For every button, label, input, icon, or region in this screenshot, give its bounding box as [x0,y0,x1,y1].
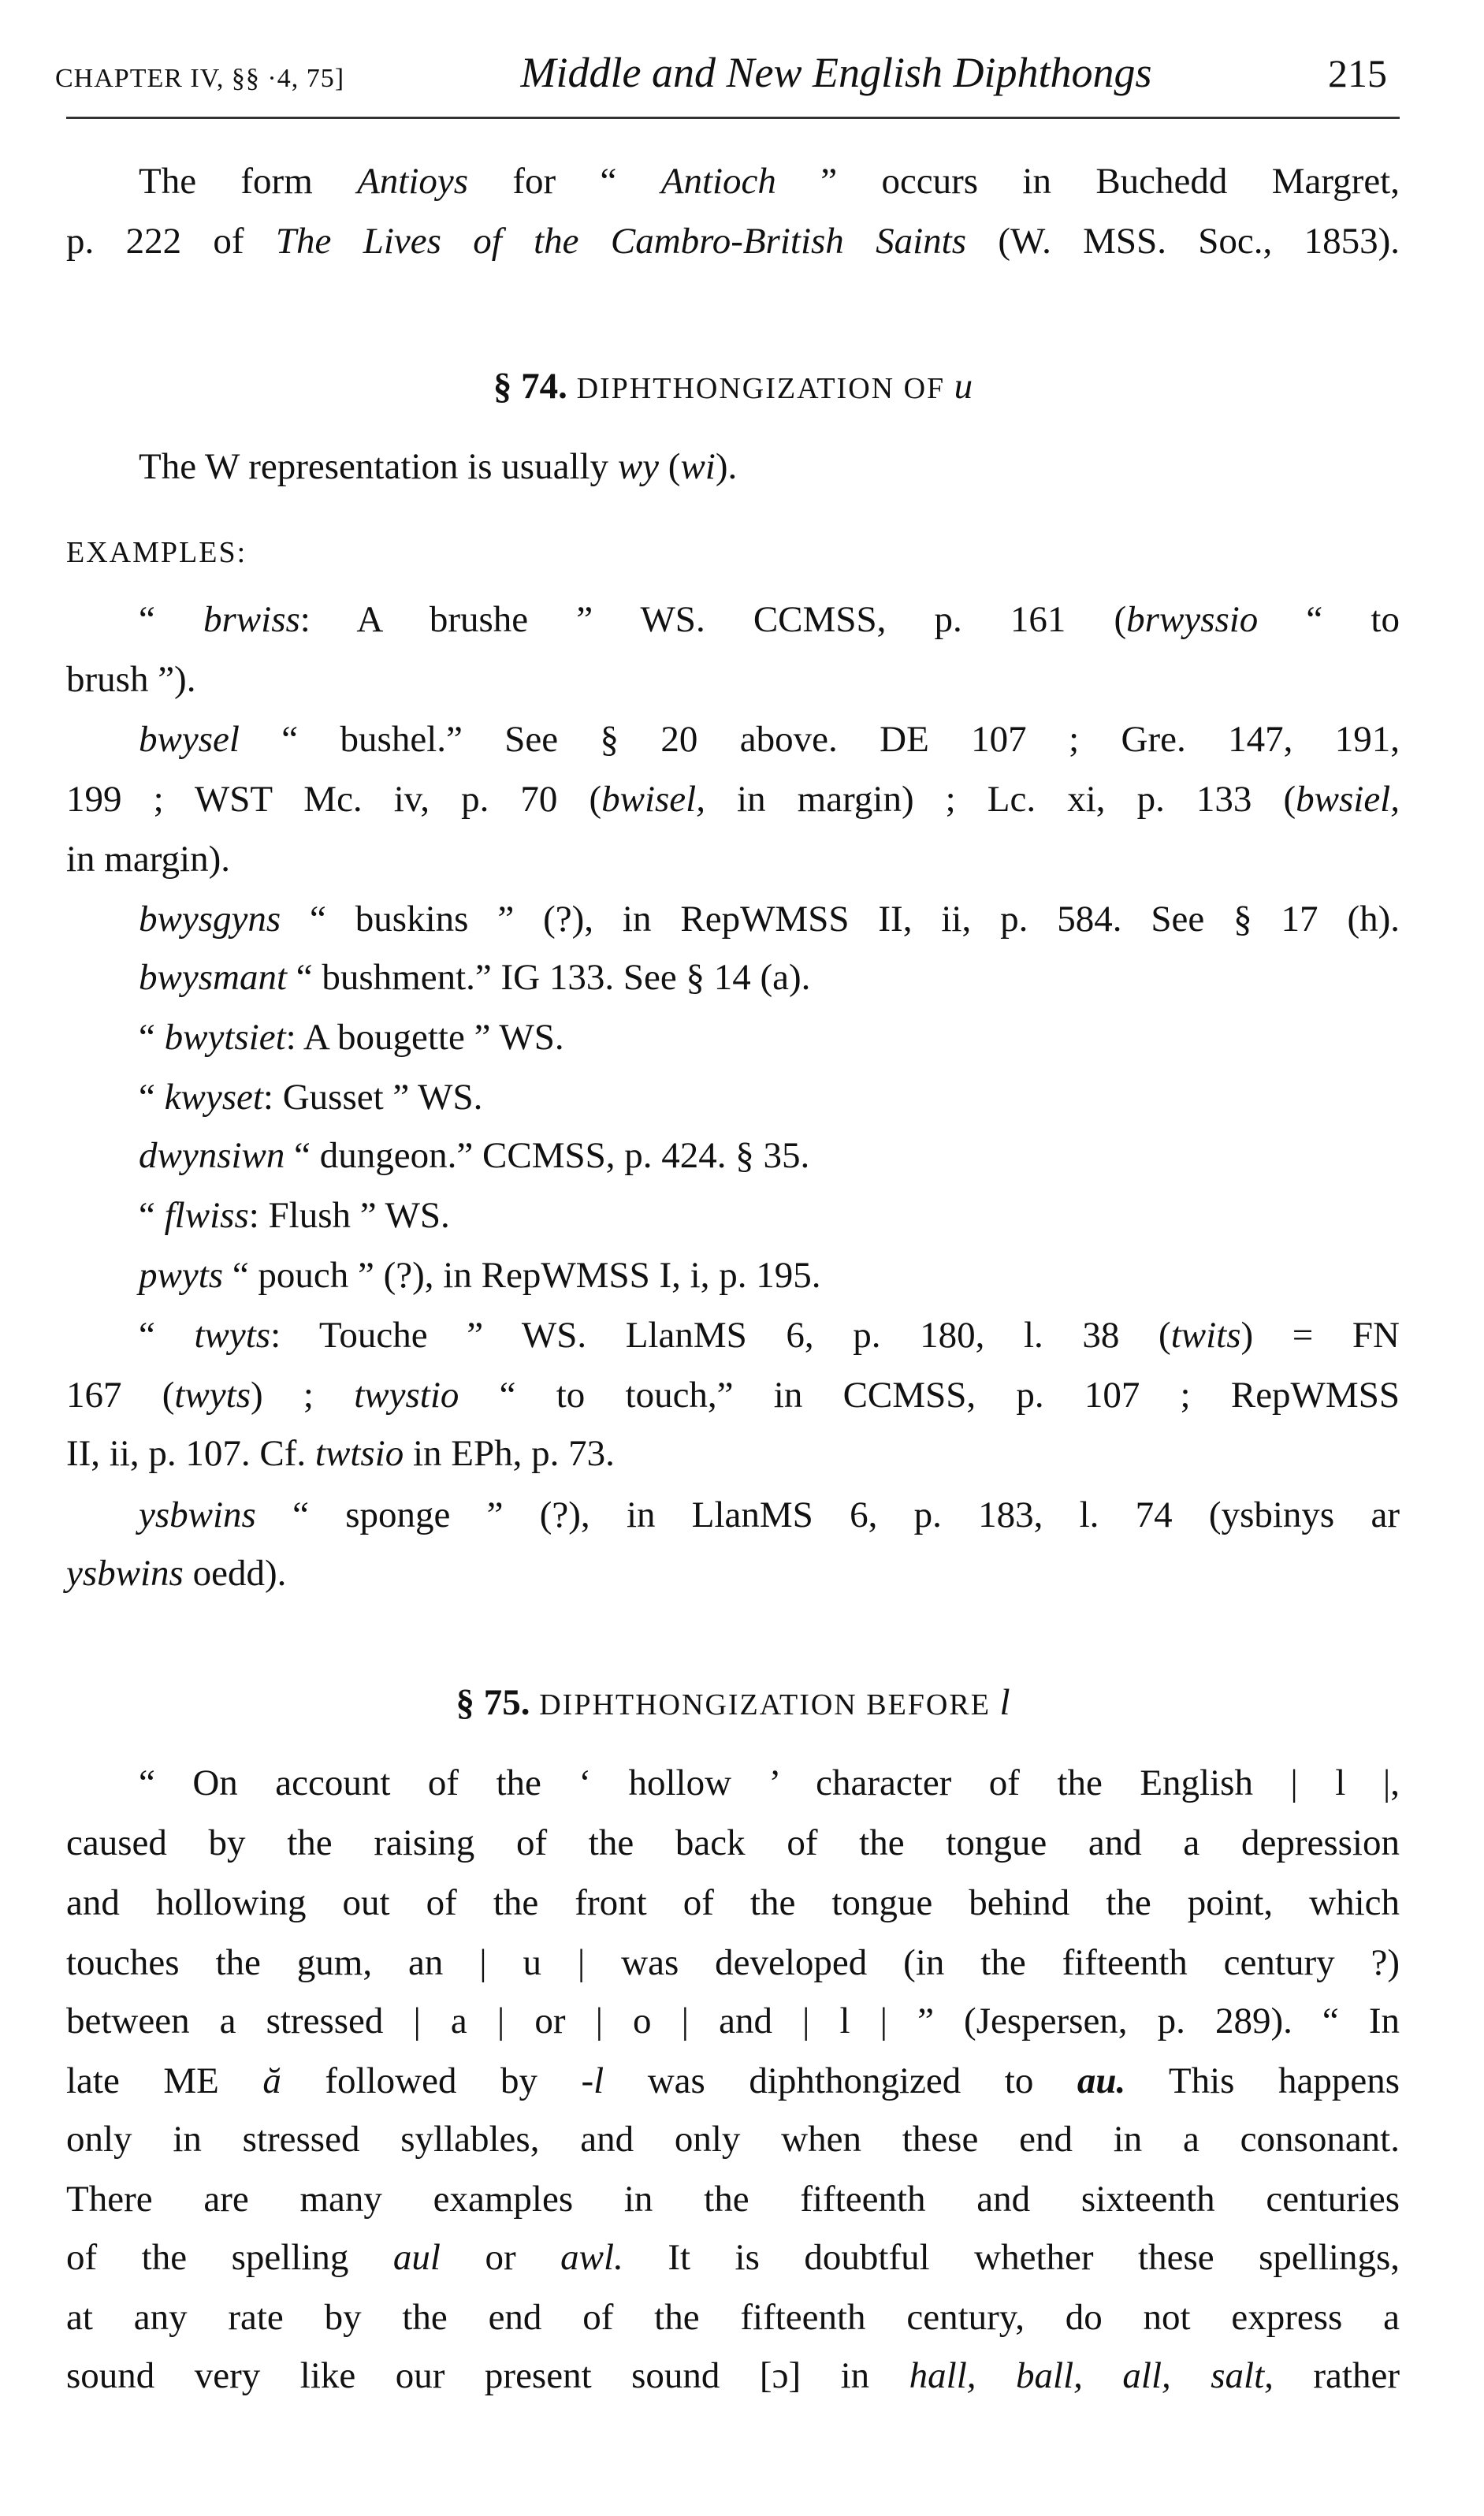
italic-text: bwsiel, [1296,779,1400,820]
italic-text: ysbwins [139,1494,256,1535]
text-segment: ). [715,446,738,487]
running-title: Middle and New English Diphthongs [520,49,1152,96]
text-segment: “ bushment.” IG 133. See § 14 (a). [287,957,811,998]
text-line [66,2175,1400,2223]
text-line [139,158,1400,205]
text-line [66,527,1400,574]
small-caps-text: EXAMPLES: [66,536,247,569]
italic-text: dwynsiwn [139,1135,285,1176]
text-segment: “ [139,1077,165,1118]
text-line [66,2116,1400,2163]
italic-text: twtsio [314,1433,404,1474]
text-segment: The W representation is usually [139,446,618,487]
italic-text: kwyset [164,1077,263,1118]
text-segment: rather [1273,2355,1400,2396]
text-segment: It is doubtful whether these spellings, [623,2237,1400,2278]
italic-text: ă [262,2060,281,2101]
text-segment: : Touche ” WS. LlanMS 6, p. 180, l. 38 ( [270,1315,1171,1356]
section-number: § 75. [456,1682,540,1723]
text-line [139,1014,1400,1061]
text-segment: in EPh, p. 73. [404,1433,615,1474]
italic-text: The Lives of the Cambro-British Saints [275,221,967,262]
italic-text: twyts [174,1375,251,1416]
text-segment: and hollowing out of the front of the tongue behind the point, which [66,1882,1400,1923]
text-segment: “ buskins ” (?), in RepWMSS II, ii, p. 584. See § 17 (h). [281,899,1400,940]
text-segment: “ sponge ” (?), in LlanMS 6, p. 183, l. 74 (ysbinys ar [255,1494,1400,1535]
text-segment: at any rate by the end of the fifteenth century, do not express a [66,2297,1400,2338]
text-segment: ) = FN [1240,1315,1400,1356]
italic-text: wi [680,446,716,487]
text-segment: was diphthongized to [604,2060,1077,2101]
text-segment: p. 222 of [66,221,276,262]
text-line [66,2294,1400,2341]
text-line [66,1430,1400,1477]
text-line [139,596,1400,643]
text-segment: (W. MSS. Soc., 1853). [966,221,1400,262]
text-segment: of the spelling [66,2237,393,2278]
text-segment: : Flush ” WS. [248,1195,450,1236]
page-number: 215 [1328,51,1387,95]
text-segment: sound very like our present sound [ɔ] in [66,2355,909,2396]
text-line [139,895,1400,943]
text-segment: “ to touch,” in CCMSS, p. 107 ; RepWMSS [459,1375,1400,1416]
italic-text: l [999,1682,1010,1723]
text-line [66,218,1400,265]
italic-text: bwysel [139,719,240,760]
text-segment: “ bushel.” See § 20 above. DE 107 ; Gre. 147, 191, [239,719,1400,760]
text-line [139,954,1400,1001]
text-segment: “ On account of the ‘ hollow ’ character of the English | l |, [139,1762,1400,1803]
italic-text: awl. [560,2237,623,2278]
text-line [66,1372,1400,1419]
italic-text: -l [581,2060,604,2101]
text-segment: for “ [468,161,661,202]
italic-text: flwiss [164,1195,249,1236]
italic-text: u [954,366,973,407]
text-segment: late ME [66,2060,263,2101]
section-heading [66,1679,1400,1726]
italic-text: brwyssio [1126,599,1259,640]
text-segment: : A bougette ” WS. [285,1017,564,1058]
text-line [66,836,1400,883]
text-segment: ( [659,446,681,487]
italic-text: twits [1170,1315,1241,1356]
small-caps-text: DIPHTHONGIZATION BEFORE [539,1688,1000,1721]
italic-text: Antioys [357,161,469,202]
text-line [66,1939,1400,1986]
text-segment: : Gusset ” WS. [262,1077,483,1118]
text-segment: in margin) ; Lc. xi, p. 133 ( [705,779,1296,820]
text-segment: touches the gum, an | u | was developed (in the fifteenth century ?) [66,1942,1400,1983]
text-segment: followed by [281,2060,582,2101]
italic-text: bwisel, [601,779,705,820]
text-segment: “ [139,1315,195,1356]
text-segment: in margin). [66,839,230,880]
text-segment: 199 ; WST Mc. iv, p. 70 ( [66,779,602,820]
small-caps-text: DIPHTHONGIZATION OF [576,372,954,405]
italic-text: pwyts [139,1255,224,1296]
chapter-reference: CHAPTER IV, §§ ·4, 75] [55,64,345,93]
text-segment: or [440,2237,561,2278]
italic-text: Antioch [660,161,776,202]
text-segment: II, ii, p. 107. Cf. [66,1433,315,1474]
text-segment: ” occurs in Buchedd Margret, [775,161,1400,202]
text-segment: “ [139,1017,165,1058]
text-segment: This happens [1125,2060,1400,2101]
text-line [66,2352,1400,2399]
text-segment: brush ”). [66,659,196,700]
italic-text: hall, ball, all, salt, [909,2355,1274,2396]
text-segment: “ [139,1195,165,1236]
italic-text: bwysmant [139,957,287,998]
italic-text: aul [392,2237,441,2278]
text-line [66,1819,1400,1867]
text-segment: “ [139,599,203,640]
italic-text: au. [1077,2060,1126,2101]
text-line [66,776,1400,823]
section-number: § 74. [493,366,577,407]
text-line [66,1997,1400,2045]
text-line [139,1759,1400,1807]
text-line [66,1879,1400,1926]
text-line [66,2057,1400,2105]
header-rule [66,117,1400,119]
text-line [139,1074,1400,1121]
italic-text: twystio [354,1375,459,1416]
text-segment: between a stressed | a | or | o | and | l | ” (Jespersen, p. 289). “ In [66,2001,1400,2041]
text-segment: There are many examples in the fifteenth and sixteenth centuries [66,2179,1400,2220]
text-segment: : A brushe ” WS. CCMSS, p. 161 ( [299,599,1127,640]
italic-text: bwysgyns [139,899,281,940]
text-line [139,1192,1400,1239]
text-segment: oedd). [183,1553,287,1594]
italic-text: wy [617,446,660,487]
text-line [66,656,1400,703]
running-header [55,47,1387,98]
italic-text: brwiss [203,599,300,640]
italic-text: twyts [194,1315,271,1356]
text-segment: only in stressed syllables, and only when these end in a consonant. [66,2119,1400,2160]
italic-text: ysbwins [66,1553,184,1594]
text-line [139,1491,1400,1539]
text-line [139,1312,1400,1359]
text-line [139,443,1400,490]
text-segment: “ pouch ” (?), in RepWMSS I, i, p. 195. [223,1255,821,1296]
text-segment: caused by the raising of the back of the tongue and a depression [66,1822,1400,1863]
text-line [66,2234,1400,2281]
text-segment: The form [139,161,358,202]
text-line [139,1252,1400,1299]
section-heading [66,363,1400,410]
text-line [66,1550,1400,1597]
text-segment: 167 ( [66,1375,175,1416]
text-segment: ) ; [251,1375,355,1416]
text-segment: “ dungeon.” CCMSS, p. 424. § 35. [285,1135,810,1176]
text-line [139,1132,1400,1179]
text-segment: “ to [1258,599,1400,640]
text-line [139,716,1400,763]
italic-text: bwytsiet [164,1017,286,1058]
